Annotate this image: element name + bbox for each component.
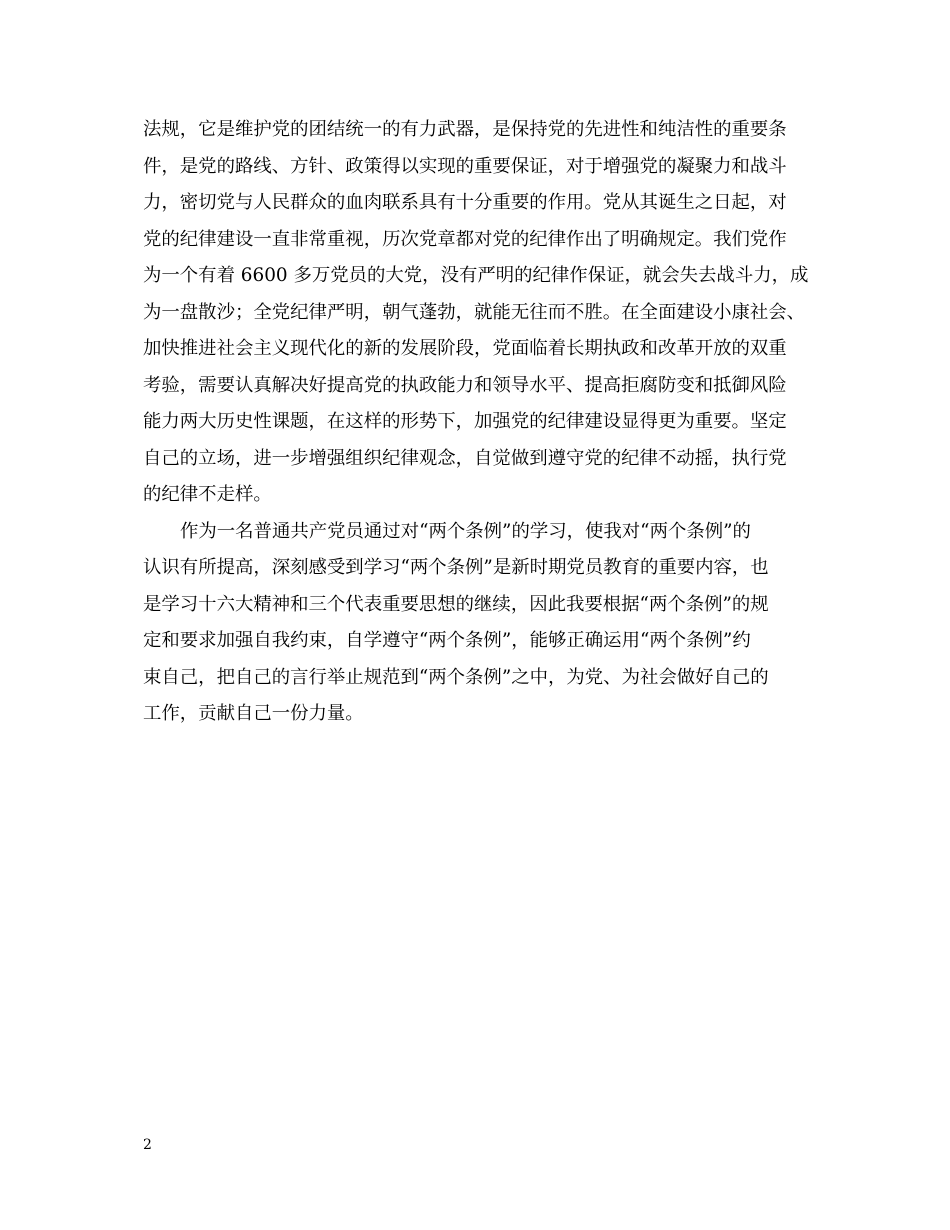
paragraph-2-line-5: 束自己，把自己的言行举止规范到“两个条例”之中，为党、为社会做好自己的	[143, 666, 769, 688]
paragraph-2-line-2: 认识有所提高，深刻感受到学习“两个条例”是新时期党员教育的重要内容，也	[143, 557, 769, 578]
paragraph-1-line-8: 考验，需要认真解决好提高党的执政能力和领导水平、提高拒腐防变和抵御风险	[143, 374, 787, 396]
paragraph-2-line-6: 工作，贡献自己一份力量。	[143, 703, 364, 724]
paragraph-1-line-10: 自己的立场，进一步增强组织纪律观念，自觉做到遵守党的纪律不动摇，执行党	[143, 447, 787, 469]
paragraph-1-line-7: 加快推进社会主义现代化的新的发展阶段，党面临着长期执政和改革开放的双重	[143, 338, 787, 359]
paragraph-2-line-1: 作为一名普通共产党员通过对“两个条例”的学习，使我对“两个条例”的	[180, 520, 751, 542]
paragraph-1-line-6: 为一盘散沙；全党纪律严明，朝气蓬勃，就能无往而不胜。在全面建设小康社会、	[143, 301, 806, 323]
paragraph-1-line-11: 的纪律不走样。	[143, 484, 272, 505]
body-text	[143, 112, 813, 733]
paragraph-1-line-1: 法规，它是维护党的团结统一的有力武器，是保持党的先进性和纯洁性的重要条	[143, 119, 787, 140]
paragraph-1-line-4: 党的纪律建设一直非常重视，历次党章都对党的纪律作出了明确规定。我们党作	[143, 228, 787, 250]
paragraph-1-line-3: 力，密切党与人民群众的血肉联系具有十分重要的作用。党从其诞生之日起，对	[143, 192, 787, 213]
paragraph-2-line-4: 定和要求加强自我约束，自学遵守“两个条例”，能够正确运用“两个条例”约	[143, 630, 751, 651]
paragraph-2-line-3: 是学习十六大精神和三个代表重要思想的继续，因此我要根据“两个条例”的规	[143, 593, 769, 615]
paragraph-1-line-2: 件，是党的路线、方针、政策得以实现的重要保证，对于增强党的凝聚力和战斗	[143, 155, 787, 177]
page-number: 2	[143, 1137, 152, 1153]
paragraph-1-line-9: 能力两大历史性课题，在这样的形势下，加强党的纪律建设显得更为重要。坚定	[143, 411, 787, 432]
paragraph-1-line-5: 为一个有着 6600 多万党员的大党，没有严明的纪律作保证，就会失去战斗力，成	[143, 265, 809, 286]
